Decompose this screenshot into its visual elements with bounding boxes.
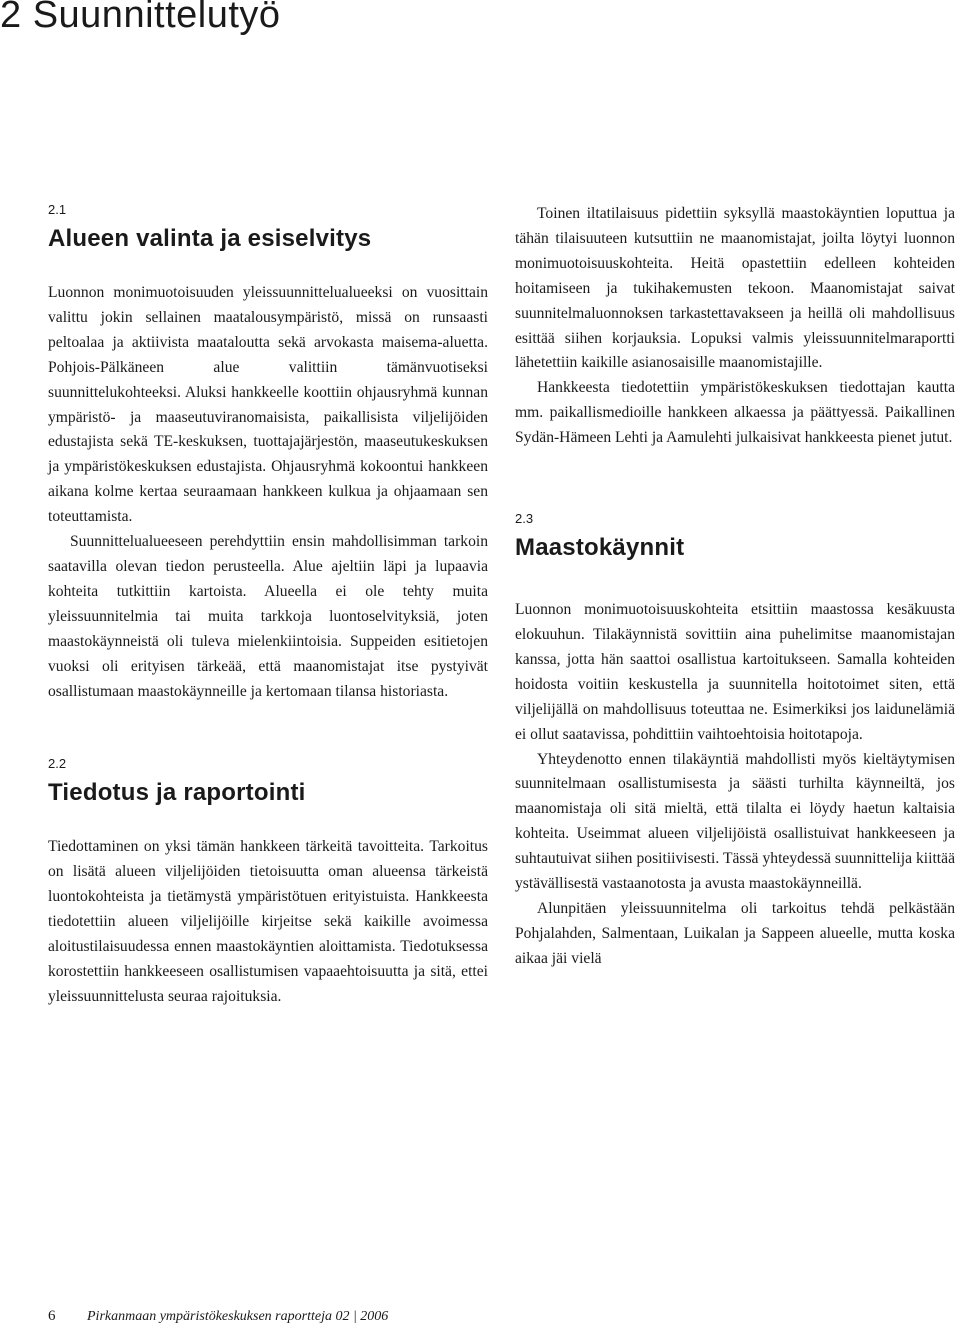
paragraph: Tiedottaminen on yksi tämän hankkeen tärkeitä tavoitteita. Tarkoitus on lisätä alueen viljelijöiden tietoisuutta oman alueensa tärkeistä luontokohteista ja tietämystä ympäristötuen erityistuista. Hankkeesta tiedotettiin alueen viljelijöille kirjeitse sekä kaikille avoimessa aloitustilaisuudessa ennen maastokäyntien aloittamista. Tiedotuksessa korostettiin hankkeeseen osallistumisen vapaaehtoisuutta ja sitä, ettei yleissuunnittelusta seuraa rajoituksia. bbox=[48, 838, 488, 1005]
paragraph: Hankkeesta tiedotettiin ympäristökeskuksen tiedottajan kautta mm. paikallismedioille hankkeen alkaessa ja päättyessä. Paikallinen Sydän-Hämeen Lehti ja Aamulehti julkaisivat hankkeesta pienet jutut. bbox=[515, 379, 955, 447]
section-title: Tiedotus ja raportointi bbox=[48, 779, 306, 807]
paragraph: Alunpitäen yleissuunnitelma oli tarkoitus tehdä pelkästään Pohjalahden, Salmentaan, Luikalan ja Sappeen alueelle, mutta koska aikaa jäi vielä bbox=[515, 899, 955, 967]
chapter-title: 2 Suunnittelutyö bbox=[0, 0, 281, 36]
section-title: Alueen valinta ja esiselvitys bbox=[48, 225, 372, 252]
publication-name: Pirkanmaan ympäristökeskuksen raportteja 02 | 2006 bbox=[87, 1309, 389, 1324]
paragraph: Luonnon monimuotoisuuden yleissuunnittelualueeksi on vuosittain valittu jokin sellainen maatalousympäristö, missä on runsaasti peltoalaa ja aktiivista maataloutta sekä arvokasta maisema-aluetta. Pohjois-Pälkäneen alue valittiin tämänvuotiseksi suunnittelukohteeksi. Aluksi hankkeelle koottiin ohjausryhmä kunnan ympäristö- ja maaseutuviranomaisista, paikallisista viljelijöiden edustajista sekä TE-keskuksen, tuottajajärjestön, maaseutukeskuksen ja ympäristökeskuksen edustajista. Ohjausryhmä kokoontui hankkeen aikana kolme kertaa seuraamaan hankkeen kulkua ja ohjaamaan sen toteuttamista. bbox=[48, 284, 488, 526]
left-column bbox=[48, 202, 488, 1010]
paragraph: Yhteydenotto ennen tilakäyntiä mahdollisti myös kieltäytymisen suunnitelmaan osallistumisesta ja säästi turhilta käynneiltä, jos maanomistaja oli sitä mieltä, että tilalta ei löydy haetun kaltaisia kohteita. Useimmat alueen viljelijöistä osallistuivat hankkeeseen ja suhtautuivat siihen positiivisesti. Tässä yhteydessä suunnittelija kiittää ystävällisestä vastaanotosta ja avusta maastokäynneillä. bbox=[515, 750, 955, 893]
right-column bbox=[515, 202, 955, 972]
section-number: 2.3 bbox=[515, 511, 534, 527]
paragraph: Toinen iltatilaisuus pidettiin syksyllä maastokäyntien loputtua ja tähän tilaisuuteen kutsuttiin ne maanomistajat, joilta löytyi luonnon monimuotoisuuskohteita. Heitä opastettiin edelleen kohteiden hoitamiseen ja tukihakemusten tekoon. Maanomistajat saivat suunnitelmaluonnoksen tarkastettavakseen ja heillä oli mahdollisuus esittää siihen korjauksia. Lopuksi valmis yleissuunnitelmaraportti lähetettiin kaikille asianosaisille maanomistajille. bbox=[515, 205, 955, 372]
paragraph: Luonnon monimuotoisuuskohteita etsittiin maastossa kesäkuusta elokuuhun. Tilakäynnistä sovittiin aina puhelimitse maanomistajan kanssa, jotta hän saattoi osallistua kartoitukseen. Samalla kohteiden hoidosta voitiin keskustella ja suunnitella hoitotoimet siten, että viljelijällä on mahdollisuus toteuttaa ne. Esimerkiksi jos laidunelämiä ei ollut saatavissa, pohdittiin vaihtoehtoisia hoitotapoja. bbox=[515, 601, 955, 743]
page-footer bbox=[48, 1308, 388, 1325]
section-number: 2.2 bbox=[48, 756, 67, 772]
section-title: Maastokäynnit bbox=[515, 534, 685, 562]
page-number: 6 bbox=[48, 1308, 56, 1324]
section-number: 2.1 bbox=[48, 202, 67, 217]
paragraph: Suunnittelualueeseen perehdyttiin ensin mahdollisimman tarkoin saatavilla olevan tiedon perusteella. Alue ajeltiin läpi ja lupaavia kohteita tutkittiin kartoista. Alueella ei ole tehty muita yleissuunnitelmia tai muita tarkkoja luontoselvityksiä, joten maastokäynneistä oli tuleva mielenkiintoisia. Suppeiden esitietojen vuoksi oli erityisen tärkeää, että maanomistajat itse pystyivät osallistumaan maastokäynneille ja kertomaan tilansa historiasta. bbox=[48, 533, 488, 700]
